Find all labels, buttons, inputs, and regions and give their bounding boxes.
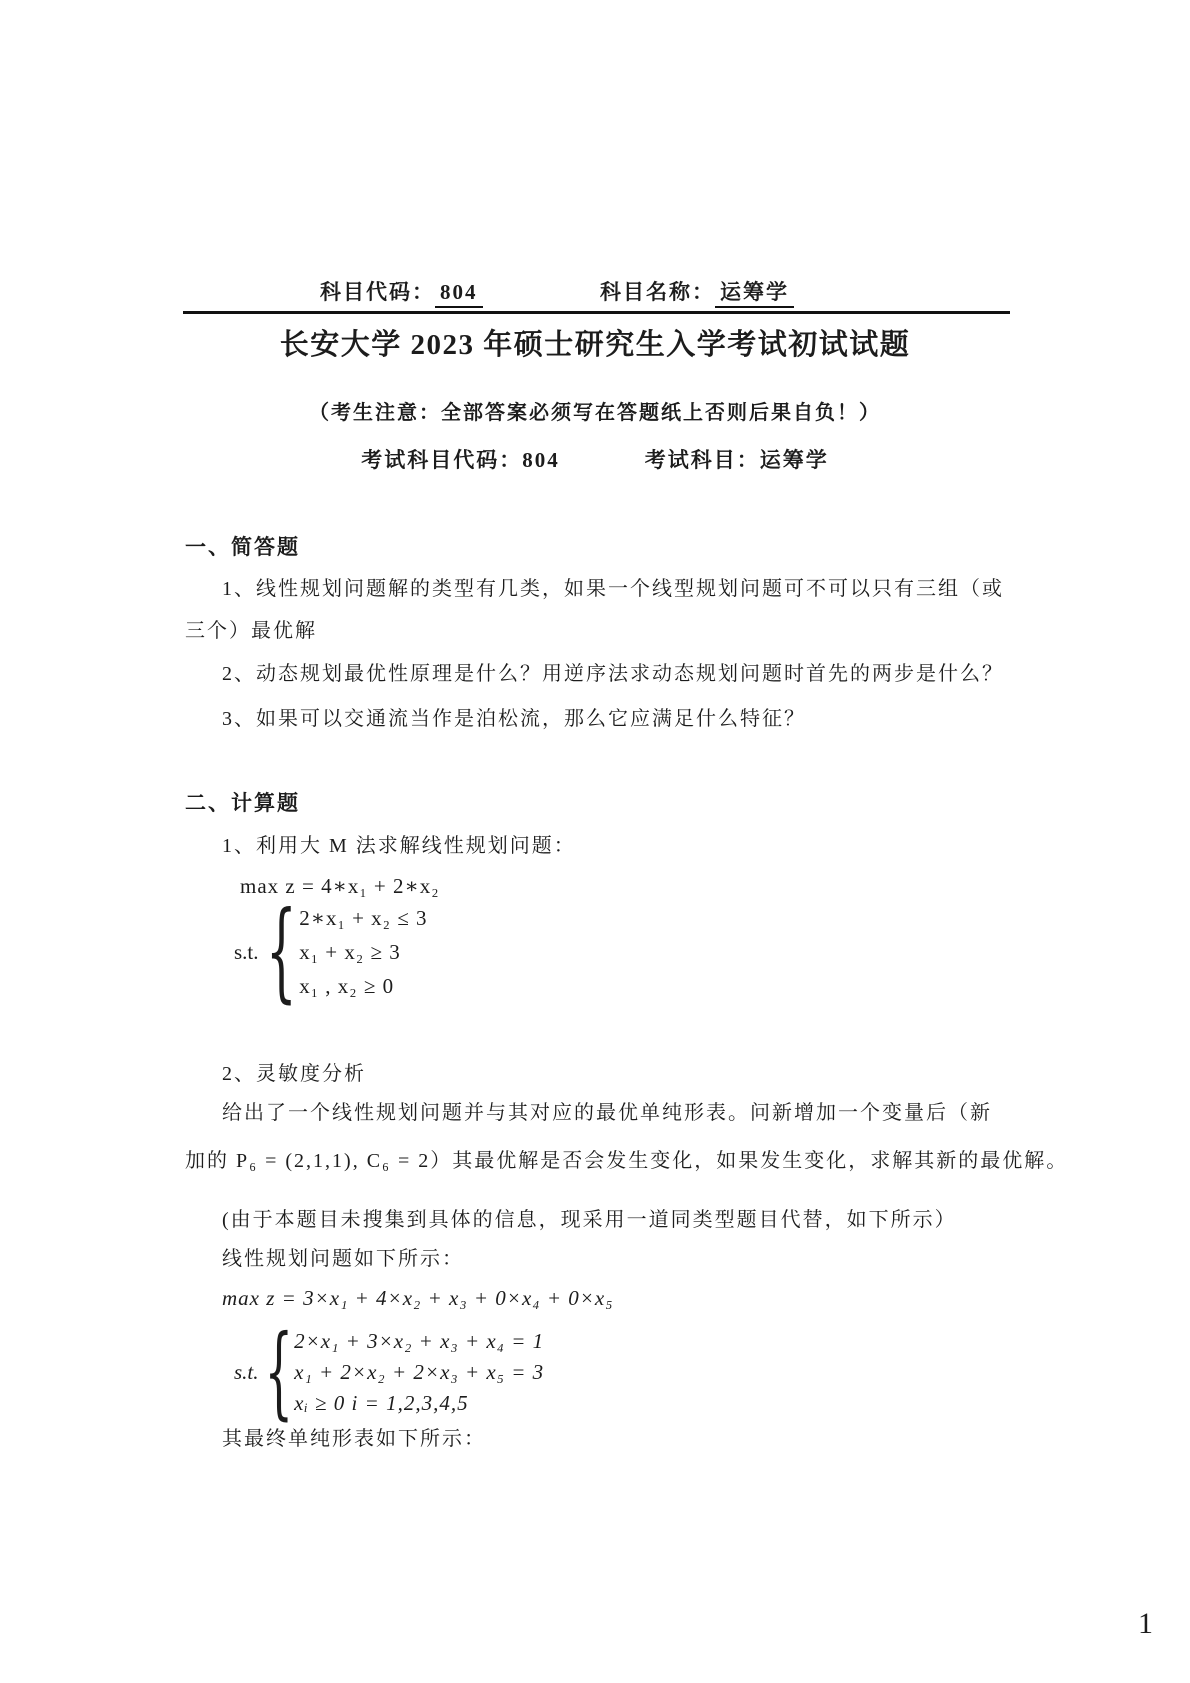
constraint-list: [294, 1326, 544, 1419]
problem-2-table-intro: 其最终单纯形表如下所示：: [222, 1428, 486, 1450]
subject-code-label: 科目代码：: [320, 280, 435, 304]
exam-subject-name-value: 运筹学: [759, 448, 829, 472]
section-1-heading: 一、简答题: [185, 535, 300, 559]
constraint-line: x₁ , x₂ ≥ 0: [299, 974, 395, 998]
subject-name-value: 运筹学: [715, 280, 794, 308]
problem-2-constraint-system: [234, 1313, 545, 1430]
problem-2-paragraph-line-2: 加的 P₆ = (2,1,1), C₆ = 2）其最优解是否会发生变化，如果发生变化，求解其新的最优解。: [185, 1150, 1069, 1172]
problem-1-label: 1、利用大 M 法求解线性规划问题：: [222, 835, 576, 857]
page-title: 长安大学 2023 年硕士研究生入学考试初试试题: [279, 329, 911, 361]
problem-2-paragraph-line-1: 给出了一个线性规划问题并与其对应的最优单纯形表。问新增加一个变量后（新: [222, 1102, 992, 1124]
left-brace-icon: {: [264, 1313, 293, 1430]
problem-2-label: 2、灵敏度分析: [222, 1063, 366, 1085]
subject-code-row: [320, 278, 483, 306]
subject-name-label: 科目名称：: [600, 280, 715, 304]
constraint-line: x₁ + x₂ ≥ 3: [299, 940, 401, 964]
exam-subject-code-value: 804: [522, 448, 560, 472]
subject-to-label: s.t.: [234, 939, 259, 964]
section-2-heading: 二、计算题: [185, 791, 300, 815]
problem-2-note: (由于本题目未搜集到具体的信息，现采用一道同类型题目代替，如下所示）: [222, 1209, 957, 1231]
exam-subject-name-label: 考试科目：: [644, 448, 760, 472]
exam-subject-code: [361, 444, 560, 474]
subject-to-label: s.t.: [234, 1359, 259, 1384]
problem-2-lp-intro: 线性规划问题如下所示：: [222, 1248, 464, 1270]
constraint-line: xᵢ ≥ 0 i = 1,2,3,4,5: [294, 1390, 469, 1415]
exam-subject-row: [0, 444, 1190, 474]
problem-1-objective: max z = 4∗x₁ + 2∗x₂: [240, 874, 440, 898]
constraint-list: [299, 901, 427, 1003]
subject-name-row: [600, 278, 794, 306]
question-2: 2、动态规划最优性原理是什么？用逆序法求动态规划问题时首先的两步是什么？: [222, 663, 1004, 685]
left-brace-icon: {: [265, 889, 297, 1014]
constraint-line: 2×x₁ + 3×x₂ + x₃ + x₄ = 1: [294, 1328, 545, 1353]
page-number: 1: [1138, 1607, 1153, 1640]
exam-subject-code-label: 考试科目代码：: [361, 448, 523, 472]
exam-subject-name: [645, 444, 829, 474]
candidate-notice: （考生注意：全部答案必须写在答题纸上否则后果自负！）: [309, 402, 881, 424]
constraint-line: 2∗x₁ + x₂ ≤ 3: [299, 906, 428, 930]
subject-code-value: 804: [435, 280, 483, 308]
header-rule: [183, 311, 1010, 314]
question-1-line-2: 三个）最优解: [185, 620, 317, 642]
constraint-line: x₁ + 2×x₂ + 2×x₃ + x₅ = 3: [294, 1359, 545, 1384]
question-1-line-1: 1、线性规划问题解的类型有几类，如果一个线型规划问题可不可以只有三组（或: [222, 578, 1004, 600]
question-3: 3、如果可以交通流当作是泊松流，那么它应满足什么特征？: [222, 708, 806, 730]
problem-2-objective: max z = 3×x₁ + 4×x₂ + x₃ + 0×x₄ + 0×x₅: [222, 1286, 614, 1310]
problem-1-constraint-system: [234, 889, 428, 1014]
